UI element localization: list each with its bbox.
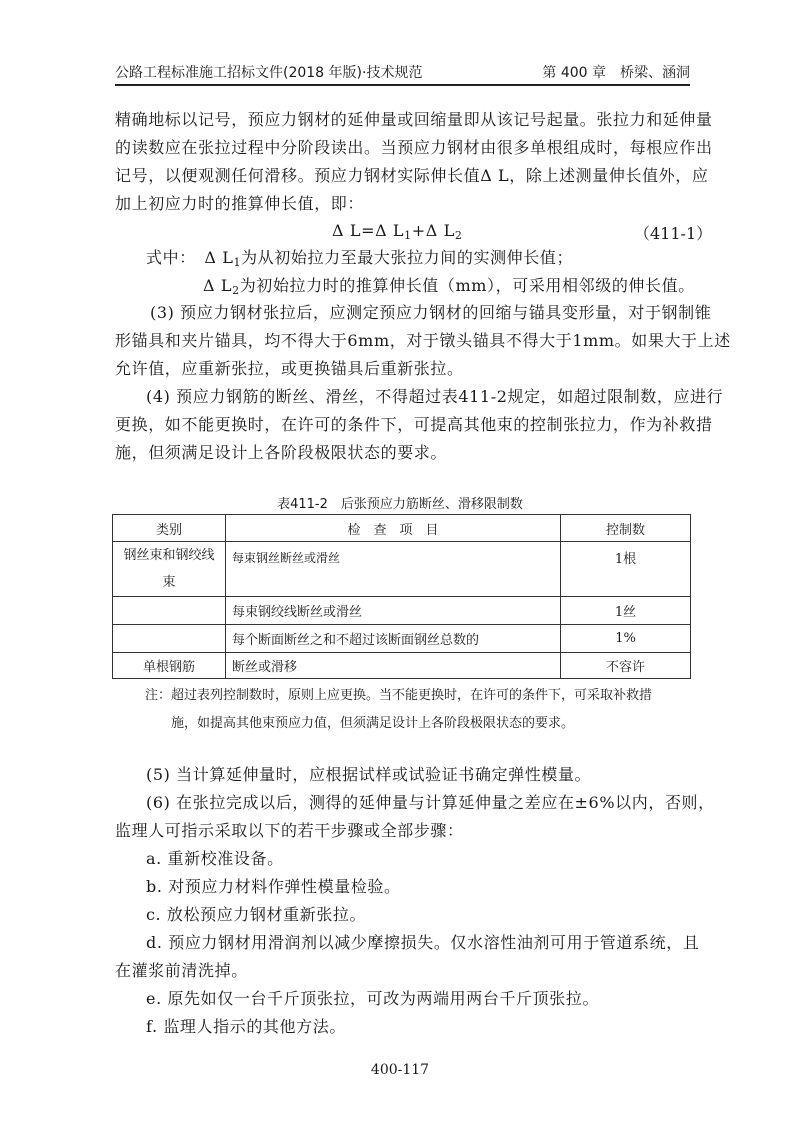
category-single-bar: 单根钢筋 xyxy=(113,653,226,679)
step-e: e. 原先如仅一台千斤顶张拉，可改为两端用两台千斤顶张拉。 xyxy=(146,989,600,1008)
row-item: 每束钢丝断丝或滑丝 xyxy=(226,542,561,597)
table-note-line1: 注：超过表列控制数时，原则上应更换。当不能更换时，在许可的条件下，可采取补救措 xyxy=(145,688,653,703)
row-item: 每束钢绞线断丝或滑丝 xyxy=(226,597,561,625)
header-item: 检 查 项 目 xyxy=(226,515,561,542)
p4-line1: (4) 预应力钢筋的断丝、滑丝，不得超过表411-2规定，如超过限制数，应进行 xyxy=(146,387,724,406)
page-number: 400-117 xyxy=(370,1062,430,1078)
table-header-row xyxy=(113,515,691,542)
row-limit: 1根 xyxy=(561,542,691,597)
p6-line2: 监理人可指示采取以下的若干步骤或全部步骤： xyxy=(115,821,464,840)
p1-line2: 的读数应在张拉过程中分阶段读出。当预应力钢材由很多单根组成时，每根应作出 xyxy=(115,138,713,157)
header-category: 类别 xyxy=(113,515,226,542)
step-a: a. 重新校准设备。 xyxy=(146,849,284,868)
table-row xyxy=(113,625,691,653)
p6-line1: (6) 在张拉完成以后，测得的延伸量与计算延伸量之差应在±6%以内，否则， xyxy=(146,793,715,812)
header-divider xyxy=(115,84,690,86)
table-row xyxy=(113,653,691,679)
p3-line3: 允许值，应重新张拉，或更换锚具后重新张拉。 xyxy=(115,359,464,378)
step-b: b. 对预应力材料作弹性模量检验。 xyxy=(146,877,401,896)
table-row xyxy=(113,597,691,625)
header-limit: 控制数 xyxy=(561,515,691,542)
p1-line3: 记号，以便观测任何滑移。预应力钢材实际伸长值Δ L，除上述测量伸长值外，应 xyxy=(115,166,709,185)
row-limit: 1% xyxy=(561,625,691,653)
p1-line4: 加上初应力时的推算伸长值，即： xyxy=(115,194,365,213)
step-f: f. 监理人指示的其他方法。 xyxy=(146,1017,346,1036)
step-d-line1: d. 预应力钢材用滑润剂以减少摩擦损失。仅水溶性油剂可用于管道系统，且 xyxy=(146,933,700,952)
limit-table xyxy=(112,514,691,679)
row-limit: 不容许 xyxy=(561,653,691,679)
p4-line2: 更换，如不能更换时，在许可的条件下，可提高其他束的控制张拉力，作为补救措 xyxy=(115,415,713,434)
header-chapter: 第 400 章 桥梁、涵洞 xyxy=(542,65,690,81)
table-title: 表411-2 后张预应力筋断丝、滑移限制数 xyxy=(277,497,523,512)
table-row xyxy=(113,542,691,597)
page-header xyxy=(115,59,690,81)
p1-line1: 精确地标以记号，预应力钢材的延伸量或回缩量即从该记号起量。张拉力和延伸量 xyxy=(115,110,713,129)
row-limit: 1丝 xyxy=(561,597,691,625)
p4-line3: 施，但须满足设计上各阶段极限状态的要求。 xyxy=(115,443,448,462)
p5: (5) 当计算延伸量时，应根据试样或试验证书确定弹性模量。 xyxy=(146,765,592,784)
formula-number: （411-1） xyxy=(634,224,713,243)
row-item: 每个断面断丝之和不超过该断面钢丝总数的 xyxy=(226,625,561,653)
step-d-line2: 在灌浆前清洗掉。 xyxy=(115,961,248,980)
p3-line2: 形锚具和夹片锚具，均不得大于6mm，对于镦头锚具不得大于1mm。如果大于上述 xyxy=(115,331,731,350)
where-line-1: 式中： Δ $L_1$为从初始拉力至最大张拉力间的实测伸长值； xyxy=(146,248,574,269)
formula-411-1: Δ L=Δ $L_1+\Delta$ $L_2$ xyxy=(332,221,463,242)
row-category-empty xyxy=(113,597,226,625)
step-c: c. 放松预应力钢材重新张拉。 xyxy=(146,905,367,924)
where-line-2: Δ $L_2$为初始拉力时的推算伸长值（mm），可采用相邻级的伸长值。 xyxy=(203,276,695,297)
p3-line1: (3) 预应力钢材张拉后，应测定预应力钢材的回缩与锚具变形量，对于钢制锥 xyxy=(150,303,712,322)
header-doc-title: 公路工程标准施工招标文件(2018 年版)·技术规范 xyxy=(115,65,423,81)
row-item: 断丝或滑移 xyxy=(226,653,561,679)
category-wire-bundle: 钢丝束和钢绞线 束 xyxy=(113,542,226,597)
row-category-empty xyxy=(113,625,226,653)
table-note-line2: 施，如提高其他束预应力值，但须满足设计上各阶段极限状态的要求。 xyxy=(171,716,575,731)
